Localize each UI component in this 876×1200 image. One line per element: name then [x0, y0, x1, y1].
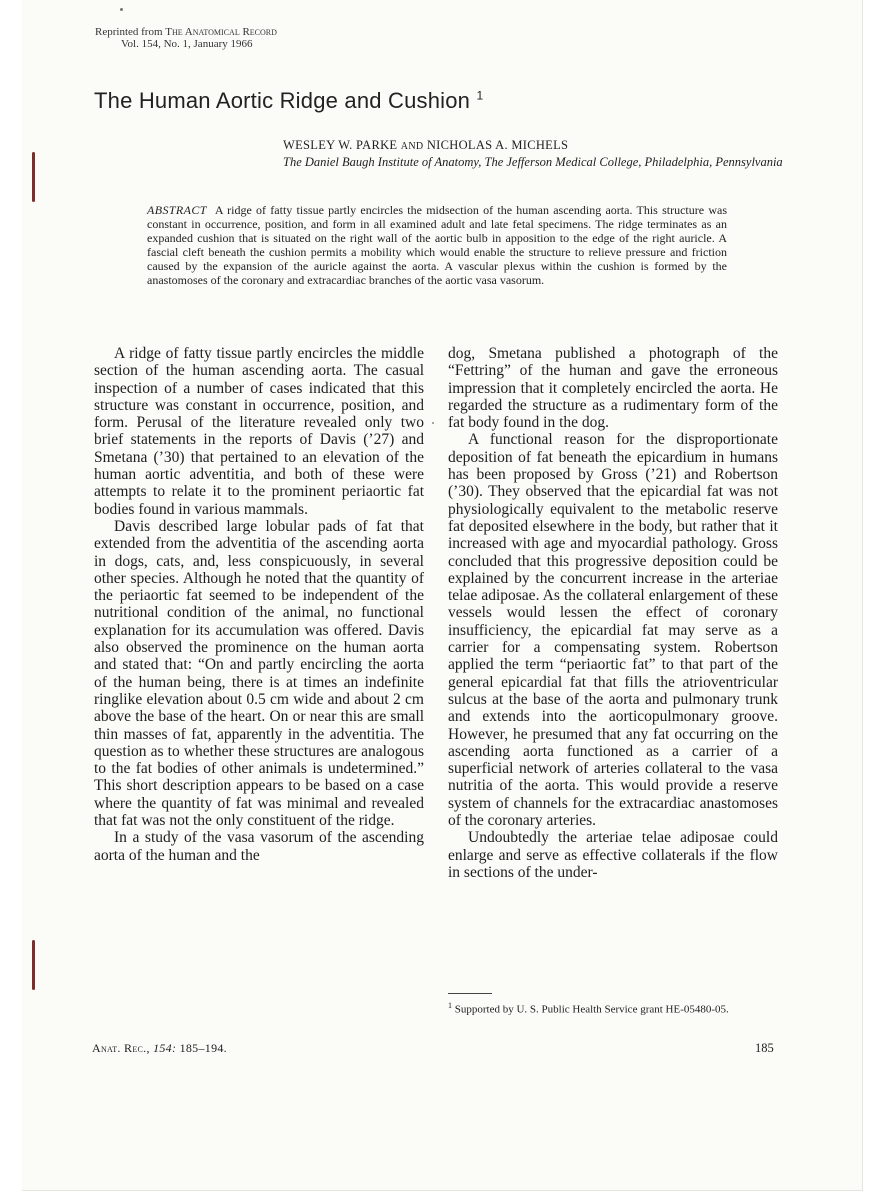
footnote-mark: 1: [448, 1001, 452, 1010]
binder-mark: [32, 940, 35, 990]
journal-abbrev: Anat. Rec.,: [92, 1041, 150, 1055]
footer-volume: 154:: [153, 1041, 177, 1055]
speck: [120, 8, 123, 11]
affiliation: The Daniel Baugh Institute of Anatomy, The Jefferson Medical College, Philadelphia, Pennsylvania: [283, 155, 783, 169]
paragraph: Davis described large lobular pads of fat that extended from the adventitia of the ascending aorta in dogs, cats, and, less conspicuously, in several other species. Although he noted that the quantity of the periaortic fat seemed to be independent of the nutritional condition of the animal, no functional explanation for its accumulation was offered. Davis also observed the prominence on the human aorta and stated that: “On and partly encircling the aorta of the human being, there is at times an indefinite ringlike elevation about 0.5 cm wide and about 2 cm above the base of the heart. On or near this are small thin masses of fat, apparently in the adventitia. The question as to whether these structures are analogous to the fat bodies of other animals is undetermined.” This short description appears to be based on a case where the quantity of fat was minimal and revealed that fat was not the only constituent of the ridge.: [94, 517, 424, 830]
title-footnote-mark: 1: [476, 88, 484, 103]
author-and: AND: [400, 141, 424, 152]
author-2: NICHOLAS A. MICHELS: [426, 138, 569, 152]
footer-pages: 185–194.: [179, 1041, 227, 1055]
body-column-right: [448, 345, 778, 881]
authors: [283, 138, 568, 153]
abstract: [147, 203, 727, 287]
article-title: [94, 88, 483, 114]
journal-name: The Anatomical Record: [165, 26, 277, 38]
volume-line: Vol. 154, No. 1, January 1966: [121, 38, 253, 50]
paragraph: Undoubtedly the arteriae telae adiposae could enlarge and serve as effective collaterals if the flow in sections of the under-: [448, 829, 778, 881]
speck: [432, 422, 434, 424]
paragraph-continued: dog, Smetana published a photograph of the “Fettring” of the human and gave the erroneous impression that it completely encircled the aorta. He regarded the structure as a rudimentary form of the fat body found in the dog.: [448, 345, 778, 432]
page-number: 185: [755, 1041, 774, 1055]
citation-footer: [92, 1041, 227, 1056]
paragraph: A functional reason for the disproportionate deposition of fat beneath the epicardium in humans has been proposed by Gross (’21) and Robertson (’30). They observed that the epicardial fat was not physiologically equivalent to the metabolic reserve fat deposited elsewhere in the body, but rather that it increased with age and myocardial pathology. Gross concluded that this progressive deposition could be explained by the concurrent increase in the arteriae telae adiposae. As the collateral enlargement of these vessels would lessen the effect of coronary insufficiency, the epicardial fat may serve as a carrier for a compensating system. Robertson applied the term “periaortic fat” to that part of the general epicardial fat that fills the atrioventricular sulcus at the base of the aorta and pulmonary trunk and extends into the aorticopulmonary groove. However, he presumed that any fat occurring on the ascending aorta functioned as a carrier of a superficial network of arteries collateral to the vasa nutritia of the aorta. This would provide a reserve system of channels for the extracardiac anastomoses of the coronary arteries.: [448, 431, 778, 830]
reprint-label: Reprinted from: [95, 26, 163, 38]
title-text: The Human Aortic Ridge and Cushion: [94, 88, 471, 113]
footnote: [448, 1000, 778, 1016]
footnote-text: Supported by U. S. Public Health Service grant HE-05480-05.: [454, 1003, 729, 1016]
reprint-notice: [95, 26, 277, 50]
paragraph: A ridge of fatty tissue partly encircles the middle section of the human ascending aorta. The casual inspection of a number of cases indicated that this structure was constant in occurrence, position, and form. Perusal of the literature revealed only two brief statements in the reports of Davis (’27) and Smetana (’30) that pertained to an elevation of the human aortic adventitia, and both of these were attempts to relate it to the prominent periaortic fat bodies found in various mammals.: [94, 345, 424, 518]
footnote-rule: [448, 993, 492, 994]
abstract-text: A ridge of fatty tissue partly encircles the midsection of the human ascending aorta. This structure was constant in occurrence, position, and form in all examined adult and late fetal specimens. The ridge terminates as an expanded cushion that is situated on the right wall of the aortic bulb in apposition to the edge of the right auricle. A fascial cleft beneath the cushion permits a mobility which would enable the structure to relieve pressure and friction caused by the expansion of the auricle against the aorta. A vascular plexus within the cushion is formed by the anastomoses of the coronary and extracardiac branches of the aortic vasa vasorum.: [147, 203, 727, 287]
body-column-left: [94, 345, 424, 864]
abstract-label: ABSTRACT: [147, 203, 207, 217]
paragraph: In a study of the vasa vasorum of the ascending aorta of the human and the: [94, 829, 424, 864]
binder-mark: [32, 152, 35, 202]
author-1: WESLEY W. PARKE: [283, 138, 398, 152]
